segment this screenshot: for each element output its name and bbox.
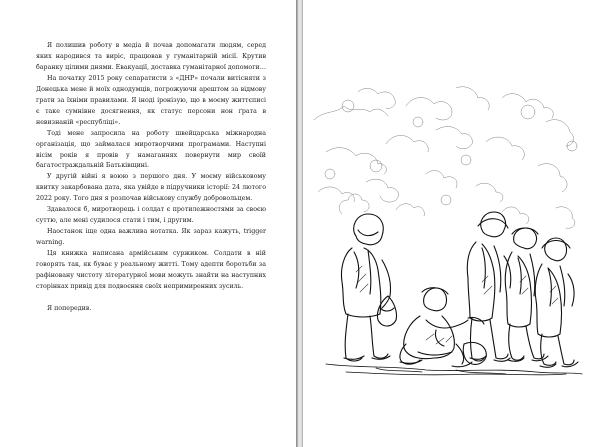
paragraph: На початку 2015 року сепаратисти з «ДНР» почали витісняти з Донецька мене й моїх однодумців, погрожуючи арештом за відмову грати за їхніми правилами. Я іноді іронізую, що в моєму життєписі є таке сумнівне досягнення, як статус персони нон ґрата в невизнаній «республіці». — [36, 74, 266, 126]
paragraph: Наостанок іще одна важлива нотатка. Як зараз кажуть, trigger warning. — [36, 228, 266, 247]
paragraph: Я полишив роботу в медіа й почав допомагати людям, серед яких народився та виріс, працював у гуманітарній місії. Крутив баранку цілими днями. Евакуації, доставка гуманітарної допомоги… — [36, 42, 266, 71]
left-page — [0, 0, 296, 447]
book-gutter — [296, 0, 303, 447]
paragraph: Тоді мене запросила на роботу швейцарська міжнародна організація, що займалася миротворчими програмами. Наступні вісім років я провів у намаганнях повернути мир своїй багатостраждальній Батьківщині. — [36, 129, 266, 170]
ink-sketch-soldiers-icon — [306, 82, 598, 382]
paragraph: У другій війні я воюю з першого дня. У моєму військовому квитку закарбована дата, яка увійде в підручники історії: 24 лютого 2022 року. Того дня я розпочав військову службу добровольцем. — [36, 173, 266, 203]
page-text — [36, 41, 266, 315]
paragraph: Здавалося б, миротворець і солдат є протилежностями за своєю суттю, але мені судилося стати і тим, і другим. — [36, 206, 266, 225]
paragraph: Ця книжка написана армійським суржиком. Солдати в ній говорять так, як буває у реальному житті. Тому адепти боротьби за рафіновану чистоту літературної мови можуть знайти на наступних сторінках привід для подвоєння своїх непримиренних зусиль. — [36, 250, 266, 290]
closing-line: Я попередив. — [47, 304, 92, 312]
